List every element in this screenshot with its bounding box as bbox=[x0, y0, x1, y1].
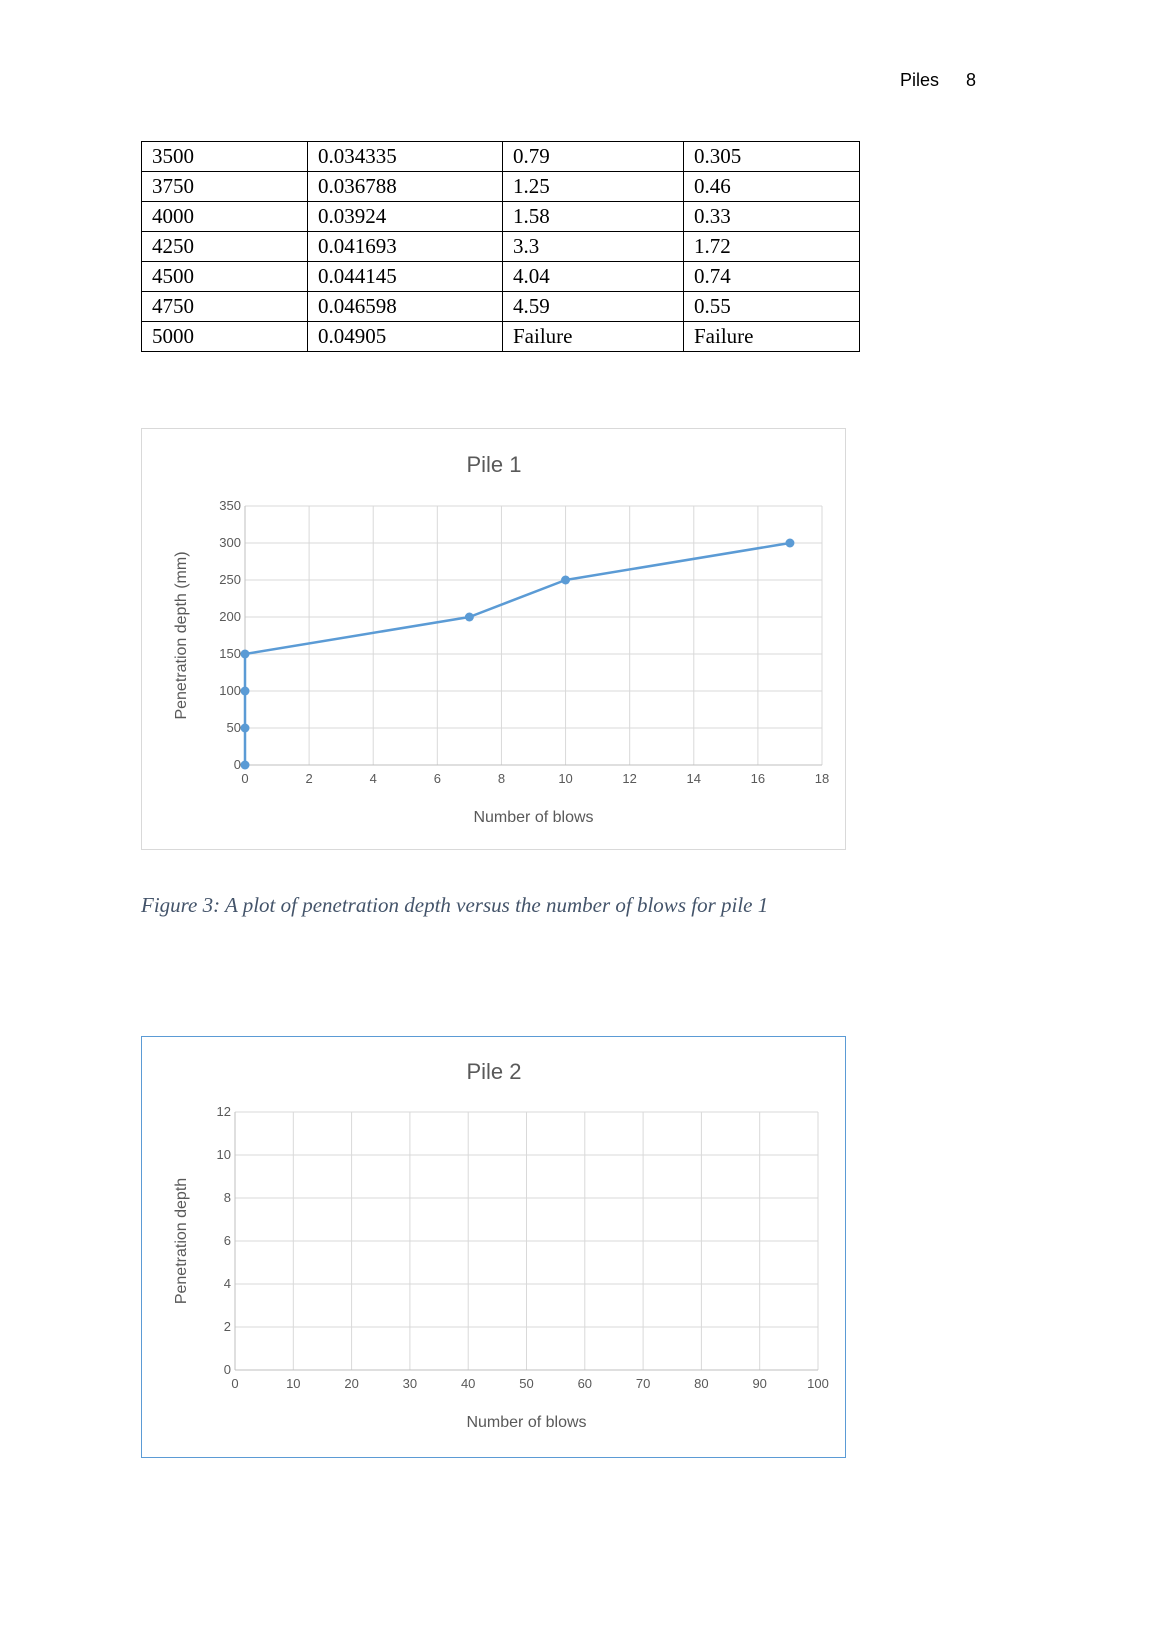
table-row bbox=[142, 262, 860, 292]
y-tick-label: 150 bbox=[219, 646, 241, 661]
y-tick-label: 8 bbox=[223, 1190, 231, 1205]
y-axis-label: Penetration depth bbox=[173, 1177, 190, 1305]
table-cell: 4000 bbox=[142, 202, 308, 232]
x-tick-label: 0 bbox=[231, 1376, 239, 1391]
chart-title: Pile 1 bbox=[466, 452, 522, 477]
pile-1-chart-svg bbox=[142, 429, 845, 849]
figure-caption: Figure 3: A plot of penetration depth versus the number of blows for pile 1 bbox=[141, 893, 769, 917]
table-cell: Failure bbox=[684, 322, 860, 352]
y-tick-label: 350 bbox=[219, 498, 241, 513]
table-cell: 0.044145 bbox=[308, 262, 503, 292]
table-cell: 4.59 bbox=[503, 292, 684, 322]
table-row bbox=[142, 202, 860, 232]
x-tick-label: 100 bbox=[807, 1376, 829, 1391]
y-tick-label: 0 bbox=[233, 757, 241, 772]
x-tick-label: 10 bbox=[286, 1376, 301, 1391]
table-cell: 3750 bbox=[142, 172, 308, 202]
table-cell: 0.33 bbox=[684, 202, 860, 232]
table-cell: 0.04905 bbox=[308, 322, 503, 352]
y-tick-label: 4 bbox=[223, 1276, 231, 1291]
data-point bbox=[241, 687, 250, 696]
y-tick-label: 200 bbox=[219, 609, 241, 624]
table-cell: 0.305 bbox=[684, 142, 860, 172]
x-tick-label: 70 bbox=[635, 1376, 651, 1391]
table-row bbox=[142, 292, 860, 322]
table-row bbox=[142, 232, 860, 262]
y-tick-label: 12 bbox=[216, 1104, 231, 1119]
x-tick-label: 18 bbox=[814, 771, 830, 786]
x-tick-label: 50 bbox=[519, 1376, 534, 1391]
table-cell: 3500 bbox=[142, 142, 308, 172]
y-tick-label: 0 bbox=[223, 1362, 231, 1377]
table-cell: 0.03924 bbox=[308, 202, 503, 232]
table-cell: 0.046598 bbox=[308, 292, 503, 322]
x-tick-label: 90 bbox=[752, 1376, 767, 1391]
chart-title: Pile 2 bbox=[466, 1059, 522, 1084]
page-header bbox=[900, 70, 976, 91]
table-cell: 1.25 bbox=[503, 172, 684, 202]
table-cell: Failure bbox=[503, 322, 684, 352]
x-tick-label: 2 bbox=[305, 771, 313, 786]
x-tick-label: 14 bbox=[686, 771, 702, 786]
data-point bbox=[465, 613, 474, 622]
table-cell: 0.034335 bbox=[308, 142, 503, 172]
x-tick-label: 4 bbox=[369, 771, 377, 786]
table-cell: 0.041693 bbox=[308, 232, 503, 262]
data-point bbox=[241, 761, 250, 770]
x-tick-label: 40 bbox=[460, 1376, 476, 1391]
results-table bbox=[141, 141, 860, 352]
table-cell: 0.46 bbox=[684, 172, 860, 202]
table-cell: 4500 bbox=[142, 262, 308, 292]
x-tick-label: 0 bbox=[241, 771, 249, 786]
x-axis-label: Number of blows bbox=[473, 809, 594, 826]
y-tick-label: 100 bbox=[219, 683, 241, 698]
y-tick-label: 10 bbox=[216, 1147, 231, 1162]
header-title: Piles bbox=[899, 70, 939, 90]
data-point bbox=[561, 576, 570, 585]
y-tick-label: 300 bbox=[219, 535, 241, 550]
pile-2-chart bbox=[141, 1036, 846, 1458]
table-row bbox=[142, 172, 860, 202]
table-cell: 4.04 bbox=[503, 262, 684, 292]
table-row bbox=[142, 322, 860, 352]
y-tick-label: 250 bbox=[219, 572, 241, 587]
y-axis-label: Penetration depth (mm) bbox=[173, 551, 190, 720]
y-tick-label: 6 bbox=[223, 1233, 231, 1248]
table-cell: 0.036788 bbox=[308, 172, 503, 202]
x-tick-label: 10 bbox=[558, 771, 573, 786]
x-tick-label: 30 bbox=[402, 1376, 418, 1391]
y-tick-label: 2 bbox=[223, 1319, 231, 1334]
x-tick-label: 8 bbox=[497, 771, 506, 786]
data-point bbox=[785, 539, 794, 548]
data-point bbox=[241, 724, 250, 733]
x-tick-label: 12 bbox=[622, 771, 637, 786]
x-axis-label: Number of blows bbox=[466, 1414, 587, 1431]
table-cell: 0.55 bbox=[684, 292, 860, 322]
x-tick-label: 20 bbox=[344, 1376, 359, 1391]
table-cell: 1.72 bbox=[684, 232, 860, 262]
page-number: 8 bbox=[965, 70, 976, 90]
table-cell: 4250 bbox=[142, 232, 308, 262]
pile-1-chart bbox=[141, 428, 846, 850]
table-cell: 0.74 bbox=[684, 262, 860, 292]
pile-2-chart-svg bbox=[142, 1037, 845, 1457]
table-cell: 3.3 bbox=[503, 232, 684, 262]
table-cell: 0.79 bbox=[503, 142, 684, 172]
x-tick-label: 60 bbox=[577, 1376, 593, 1391]
table-cell: 5000 bbox=[142, 322, 308, 352]
table-cell: 1.58 bbox=[503, 202, 684, 232]
table-row bbox=[142, 142, 860, 172]
data-point bbox=[241, 650, 250, 659]
x-tick-label: 6 bbox=[433, 771, 441, 786]
x-tick-label: 16 bbox=[750, 771, 766, 786]
x-tick-label: 80 bbox=[694, 1376, 709, 1391]
y-tick-label: 50 bbox=[226, 720, 241, 735]
table-cell: 4750 bbox=[142, 292, 308, 322]
